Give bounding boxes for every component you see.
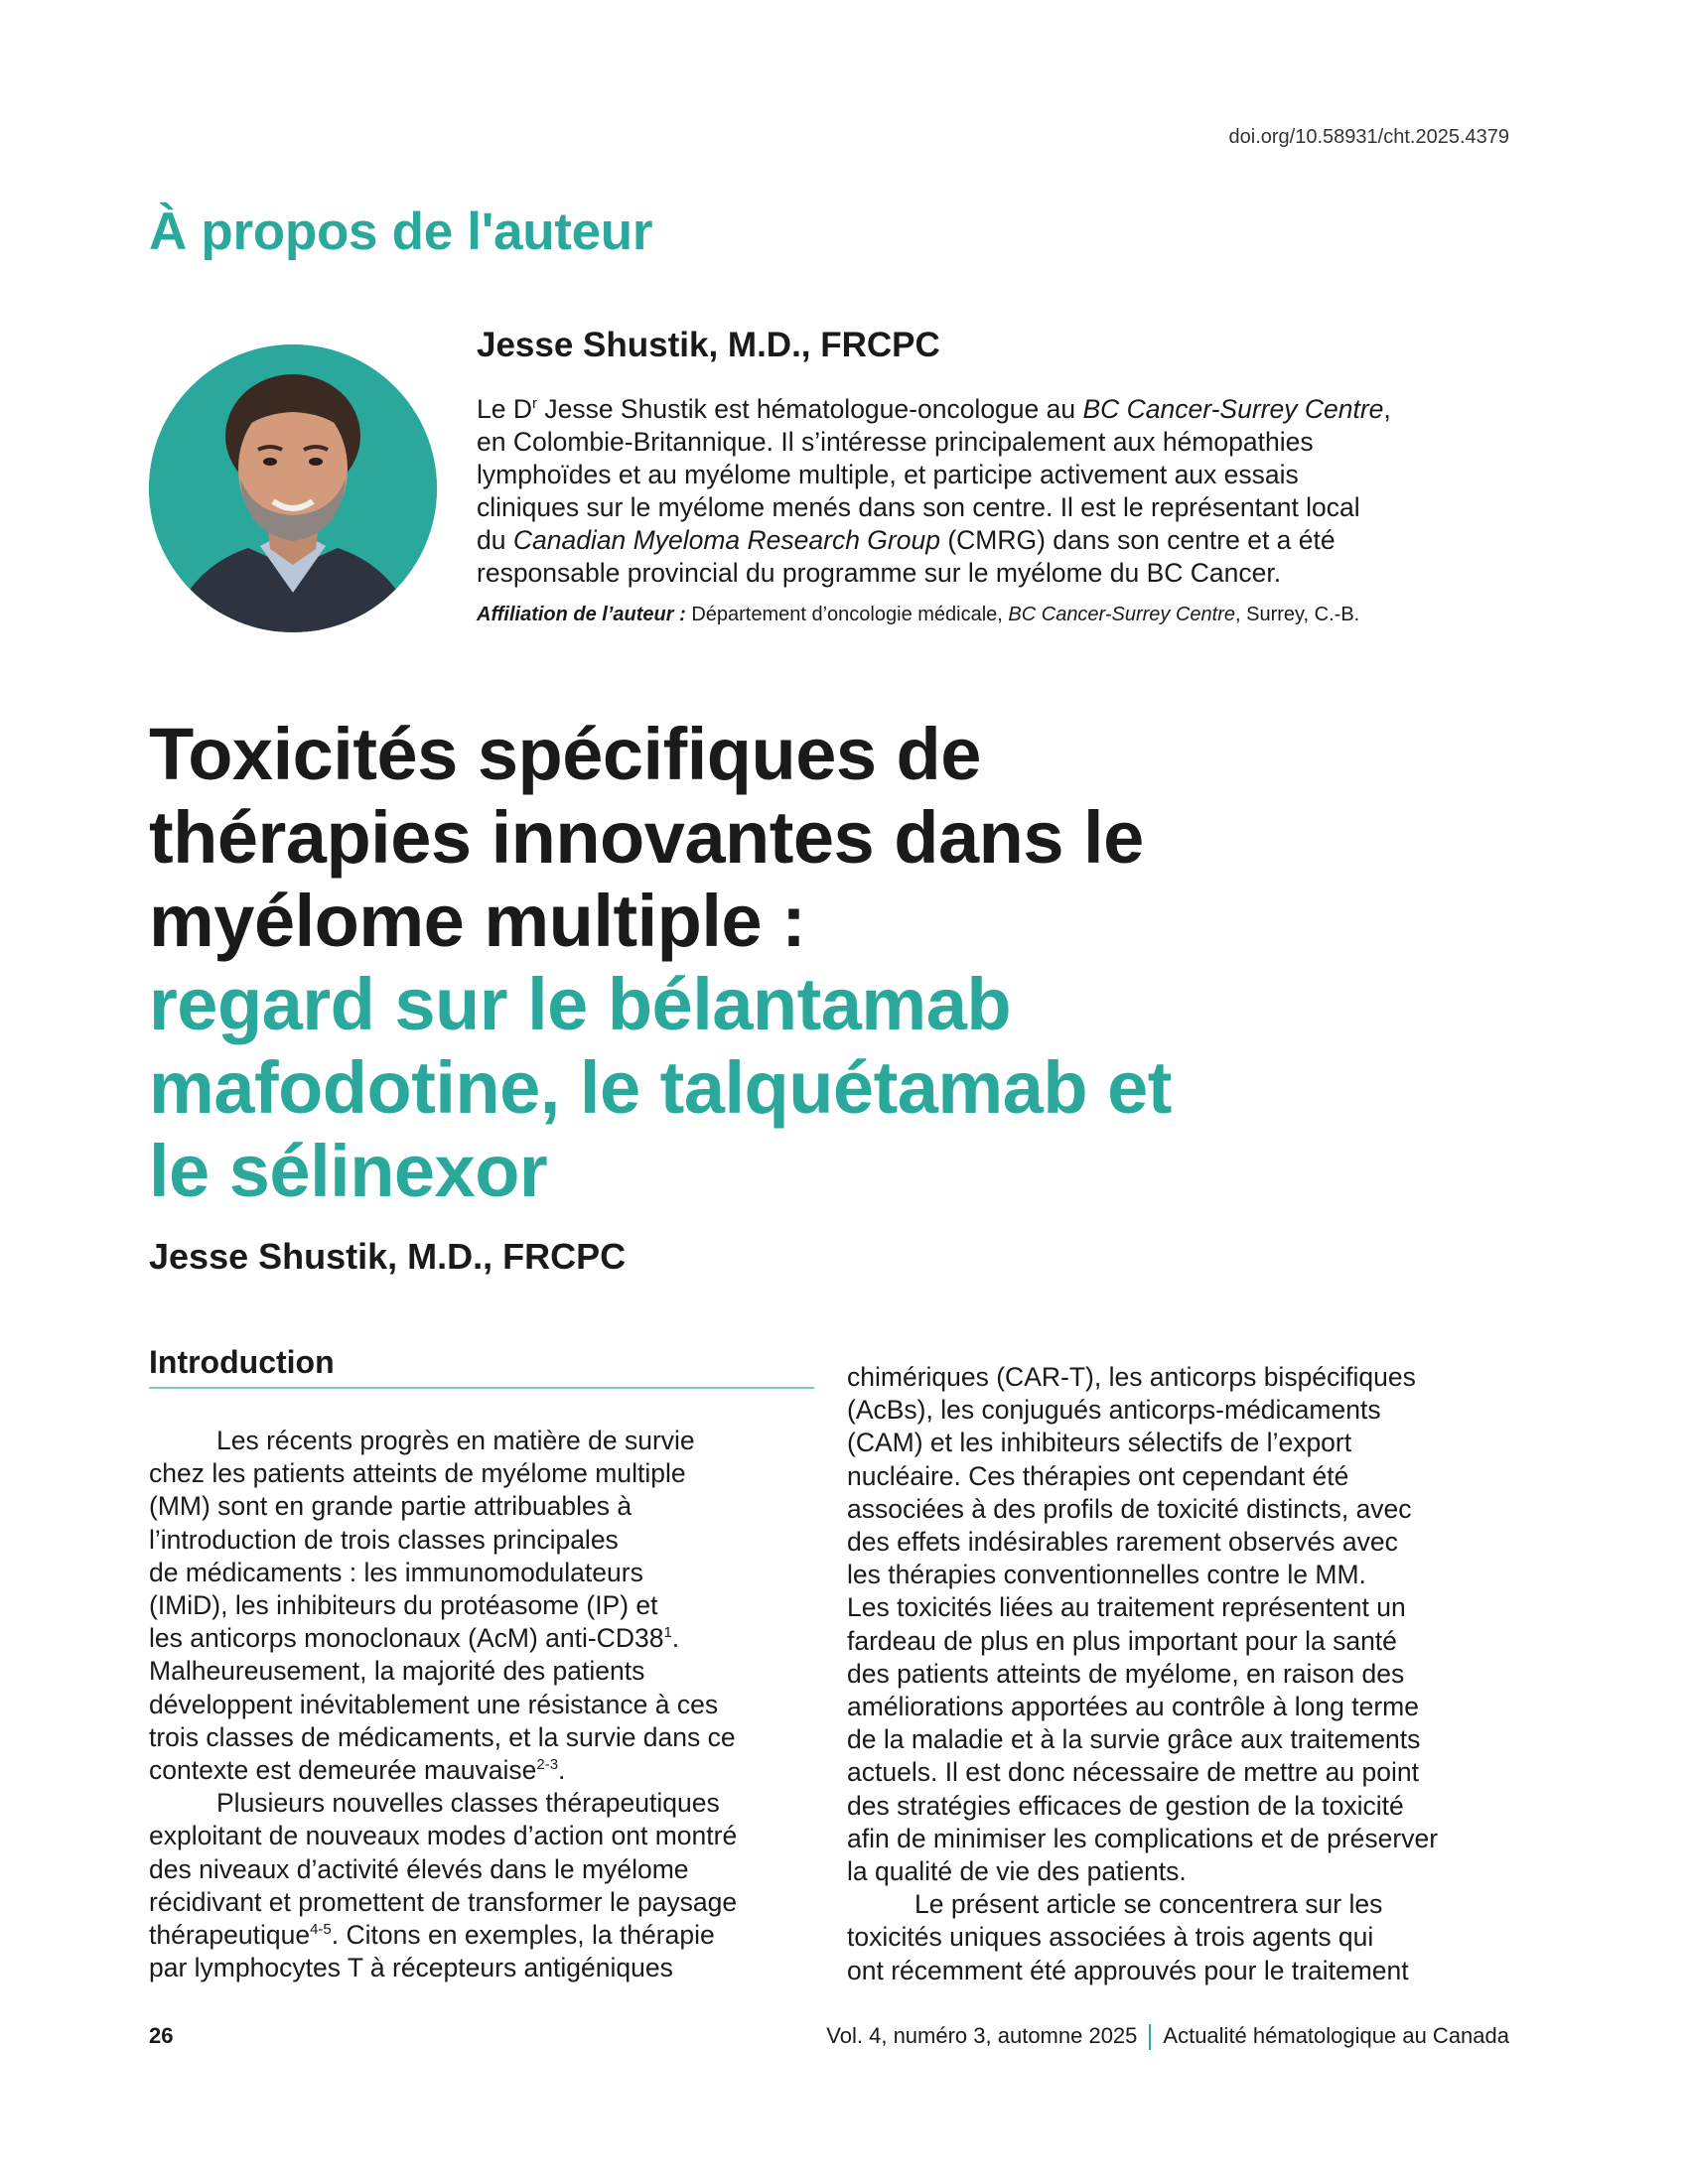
paragraph-line: récidivant et promettent de transformer le paysage [149,1886,738,1917]
paragraph-line: chimériques (CAR-T), les anticorps bispécifiques [847,1362,1416,1392]
bio-line: du Canadian Myeloma Research Group (CMRG) dans son centre et a été [477,524,1336,555]
footer-separator [1149,2024,1151,2050]
article-subtitle: regard sur le bélantamab [149,963,1012,1045]
body-column-right [847,1361,1522,1987]
paragraph-line: les anticorps monoclonaux (AcM) anti-$CD38^1$. [149,1623,680,1654]
bio-line: lymphoïdes et au myélome multiple, et participe activement aux essais [477,459,1299,489]
bio-line: Le $D^r$ Jesse Shustik est hématologue-oncologue au BC Cancer-Surrey Centre, [477,393,1391,424]
body-column-left [149,1425,824,1984]
page-number: 26 [149,2023,174,2048]
footer-journal-name: Actualité hématologique au Canada [1163,2023,1509,2048]
paragraph-line: afin de minimiser les complications et de préserver [847,1823,1439,1853]
doi-link[interactable]: doi.org/10.58931/cht.2025.4379 [1228,126,1509,148]
paragraph-line: par lymphocytes T à récepteurs antigéniques [149,1953,673,1983]
paragraph-line: toxicités uniques associées à trois agents qui [847,1922,1374,1953]
paragraph-line: la qualité de vie des patients. [847,1856,1187,1887]
paragraph-line: nucléaire. Ces thérapies ont cependant été [847,1460,1349,1491]
paragraph-line: (IMiD), les inhibiteurs du protéasome (IP) et [149,1590,658,1621]
paragraph-line: des stratégies efficaces de gestion de la toxicité [847,1790,1404,1821]
paragraph-line: des patients atteints de myélome, en raison des [847,1658,1405,1689]
paragraph-line: Le présent article se concentrera sur les [914,1889,1383,1920]
paragraph-line: de médicaments : les immunomodulateurs [149,1557,643,1587]
paragraph-line: des niveaux d’activité élevés dans le myélome [149,1853,689,1884]
paragraph-line: (CAM) et les inhibiteurs sélectifs de l’export [847,1428,1352,1458]
paragraph-line: exploitant de nouveaux modes d’action ont montré [149,1821,738,1851]
bio-line: responsable provincial du programme sur le myélome du BC Cancer. [477,557,1282,588]
paragraph-line: améliorations apportées au contrôle à long terme [847,1692,1419,1722]
section-heading-introduction: Introduction [149,1344,814,1389]
author-name: Jesse Shustik, M.D., FRCPC [477,326,940,364]
article-title: Toxicités spécifiques de thérapies innovantes dans le myélome multiple : regard sur le bélantamab mafodotine, le talquétamab et le sélinexor [149,713,1172,1212]
paragraph-line: développent inévitablement une résistance à ces [149,1689,719,1719]
footer-journal-info [826,2023,1509,2050]
author-affiliation: Affiliation de l’auteur : Département d’oncologie médicale, BC Cancer-Surrey Centre, Surrey, C.-B. [477,604,1360,625]
paragraph-line: Plusieurs nouvelles classes thérapeutiques [216,1788,720,1819]
paragraph-line: les thérapies conventionnelles contre le MM. [847,1560,1366,1590]
paragraph-line: des effets indésirables rarement observés avec [847,1527,1398,1558]
paragraph-line: (AcBs), les conjugués anticorps-médicaments [847,1395,1381,1426]
about-author-heading: À propos de l'auteur [149,203,653,261]
footer-volume: Vol. 4, numéro 3, automne 2025 [826,2023,1138,2048]
paragraph-line: contexte est demeurée mauvaise$^{2-3}$. [149,1755,566,1786]
paragraph-line: Les récents progrès en matière de survie [216,1426,695,1455]
citation-ref[interactable]: 1 [663,1624,672,1642]
paragraph-line: de la maladie et à la survie grâce aux traitements [847,1724,1421,1755]
citation-ref[interactable]: 2-3 [536,1756,559,1774]
paragraph-line: trois classes de médicaments, et la survie dans ce [149,1721,736,1752]
author-photo [149,344,437,632]
paragraph-line: thérapeutique$^{4-5}$. Citons en exemples, la thérapie [149,1920,715,1951]
paragraph-line: actuels. Il est donc nécessaire de mettre au point [847,1757,1419,1788]
paragraph-line: associées à des profils de toxicité distincts, avec [847,1493,1412,1524]
paragraph-line: ont récemment été approuvés pour le traitement [847,1955,1409,1985]
citation-ref[interactable]: 4-5 [310,1921,332,1939]
bio-line: en Colombie-Britannique. Il s’intéresse principalement aux hémopathies [477,426,1314,457]
paragraph-line: fardeau de plus en plus important pour la santé [847,1625,1397,1656]
author-bio [477,387,1519,590]
bio-line: cliniques sur le myélome menés dans son centre. Il est le représentant local [477,491,1360,522]
paragraph-line: Malheureusement, la majorité des patients [149,1656,645,1687]
paragraph-line: Les toxicités liées au traitement représentent un [847,1592,1406,1623]
paragraph-line: chez les patients atteints de myélome multiple [149,1458,686,1489]
paragraph-line: l’introduction de trois classes principales [149,1524,619,1555]
paragraph-line: (MM) sont en grande partie attribuables à [149,1491,633,1522]
article-byline: Jesse Shustik, M.D., FRCPC [149,1236,627,1277]
